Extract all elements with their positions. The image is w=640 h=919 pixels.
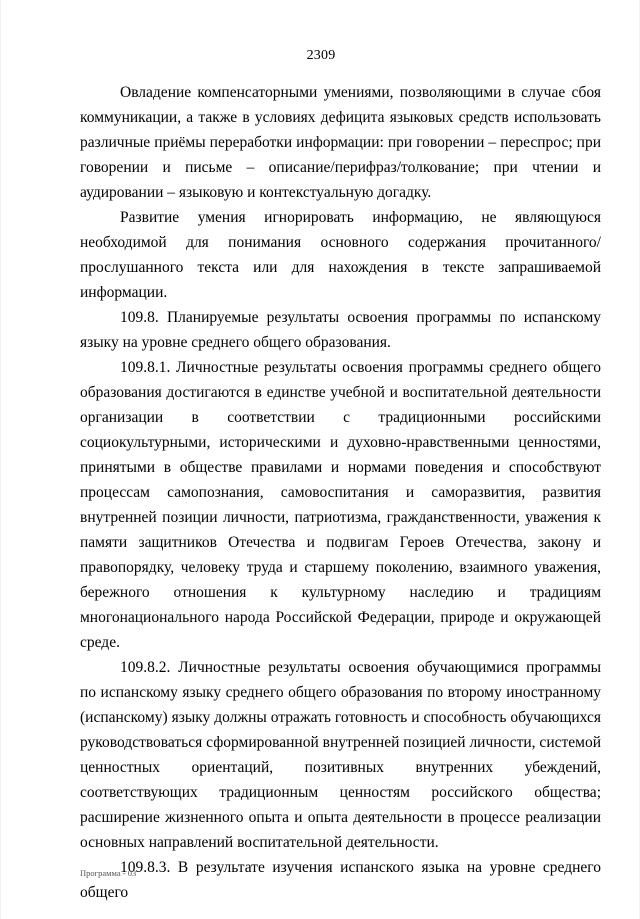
page-number: 2309	[306, 48, 336, 63]
paragraph-ignore-information: Развитие умения игнорировать информацию, не являющуюся необходимой для понимания основного содержания прочитанного/прослушанного текста или для нахождения в тексте запрашиваемой информации.	[80, 209, 601, 301]
paragraph-109-8-2: 109.8.2. Личностные результаты освоения обучающимися программы по испанскому языку среднего общего образования по второму иностранному (испанскому) языку должны отражать готовность и способность обучающихся руководствоваться сформированной внутренней позицией личности, системой ценностных ориентаций, позитивных внутренних убеждений, соответствующих традиционным ценностям российского общества; расширение жизненного опыта и опыта деятельности в процессе реализации основных направлений воспитательной деятельности.	[80, 659, 601, 851]
paragraph-compensatory-skills: Овладение компенсаторными умениями, позволяющими в случае сбоя коммуникации, а также в условиях дефицита языковых средств использовать различные приёмы переработки информации: при говорении – переспрос; при говорении и письме – описание/перифраз/толкование; при чтении и аудировании – языковую и контекстуальную догадку.	[80, 84, 601, 201]
paragraph-109-8: 109.8. Планируемые результаты освоения программы по испанскому языку на уровне среднего общего образования.	[80, 309, 601, 351]
body-text	[80, 80, 601, 905]
paragraph-109-8-1: 109.8.1. Личностные результаты освоения программы среднего общего образования достигаются в единстве учебной и воспитательной деятельности организации в соответствии с традиционными российскими социокультурными, историческими и духовно-нравственными ценностями, принятыми в обществе правилами и нормами поведения и способствуют процессам самопознания, самовоспитания и саморазвития, развития внутренней позиции личности, патриотизма, гражданственности, уважения к памяти защитников Отечества и подвигам Героев Отечества, закону и правопорядку, человеку труда и старшему поколению, взаимного уважения, бережного отношения к культурному наследию и традициям многонационального народа Российской Федерации, природе и окружающей среде.	[80, 359, 601, 651]
paragraph-109-8-3: 109.8.3. В результате изучения испанского языка на уровне среднего общего	[80, 859, 601, 901]
footer-label: Программа - 03	[80, 868, 137, 878]
